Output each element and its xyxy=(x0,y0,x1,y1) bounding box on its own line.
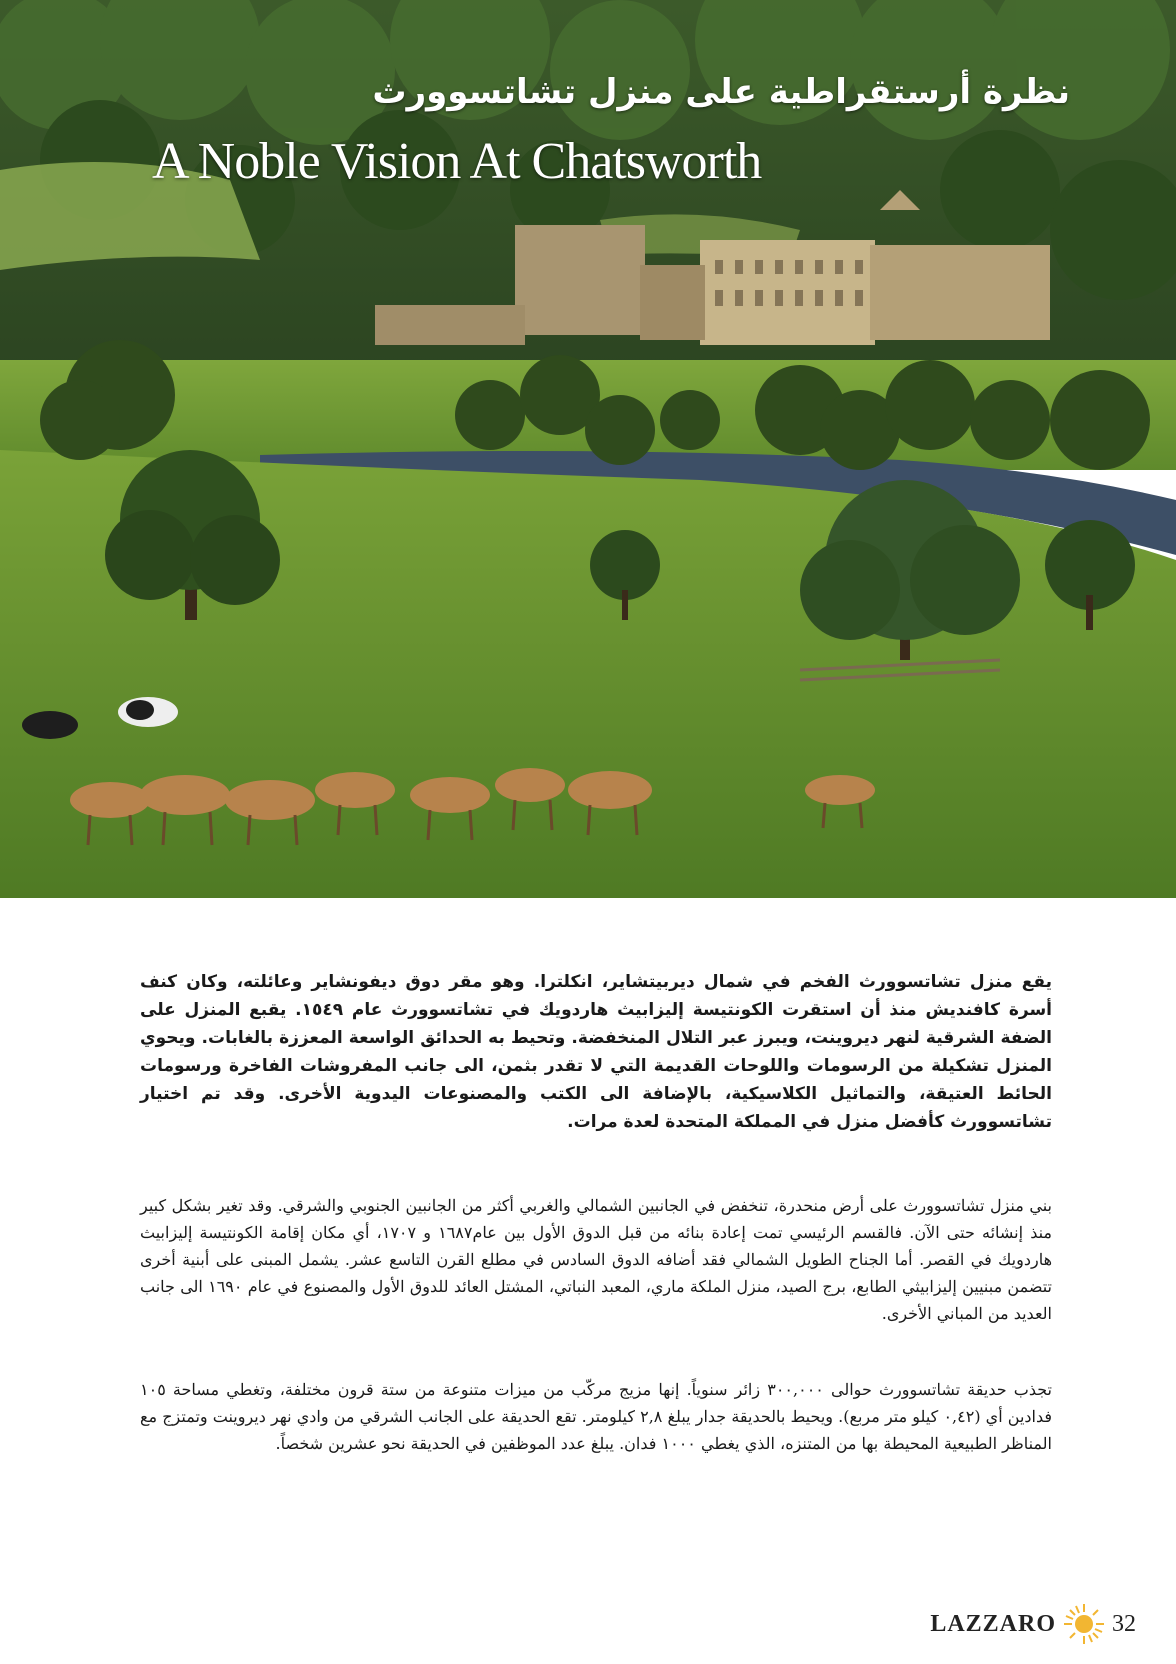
article-title-english: A Noble Vision At Chatsworth xyxy=(152,133,762,190)
garden-paragraph: تجذب حديقة تشاتسوورث حوالى ٣٠٠,٠٠٠ زائر سنوياً. إنها مزيج مركّب من ميزات متنوعة من ستة قرون مختلفة، وتغطي مساحة ١٠٥ فدادين أي (٠,٤٢ كيلو متر مربع). ويحيط بالحديقة جدار يبلغ ٢,٨ كيلومتر. تقع الحديقة على الجانب الشرقي من وادي نهر ديروينت وتمتزج مع المناظر الطبيعية المحيطة بها من المتنزه، الذي يغطي ١٠٠٠ فدان. يبلغ عدد الموظفين في الحديقة نحو عشرين شخصاً. xyxy=(140,1380,1053,1453)
page-number: 32 xyxy=(1112,1610,1136,1637)
page-footer xyxy=(930,1602,1136,1646)
intro-paragraph: يقع منزل تشاتسوورث الفخم في شمال ديربيتشاير، انكلترا. وهو مقر دوق ديفونشاير وعائلته، وكان كنف أسرة كافنديش منذ أن استقرت الكونتيسة إليزابيث هاردويك في تشاتسوورث عام ١٥٤٩. يقبع المنزل على الضفة الشرقية لنهر ديروينت، ويبرز عبر التلال المنخفضة. وتحيط به الحدائق الواسعة المعززة بالغابات. ويحوي المنزل تشكيلة من الرسومات واللوحات القديمة التي لا تقدر بثمن، الى جانب المفروشات الفاخرة ورسومات الحائط العتيقة، والتماثيل الكلاسيكية، بالإضافة الى الكتب والمصنوعات اليدوية الأخرى. وقد تم اختيار تشاتسوورث كأفضل منزل في المملكة المتحدة لعدة مرات. xyxy=(140,972,1052,1132)
magazine-brand: LAZZARO xyxy=(930,1610,1056,1637)
article-title-arabic: نظرة أرستقراطية على منزل تشاتسوورث xyxy=(372,72,1070,112)
sun-logo-icon xyxy=(1062,1602,1106,1646)
history-paragraph: بني منزل تشاتسوورث على أرض منحدرة، تنخفض في الجانبين الشمالي والغربي أكثر من الجانبين الجنوبي والشرقي. وقد تغير بشكل كبير منذ إنشائه حتى الآن. فالقسم الرئيسي تمت إعادة بنائه من قبل الدوق الأول بين عام١٦٨٧ و ١٧٠٧، أي مكان إقامة الكونتيسة إليزابيث هاردويك في القصر. أما الجناح الطويل الشمالي فقد أضافه الدوق السادس في مطلع القرن التاسع عشر. يشمل المبنى على أبنية أخرى تتضمن مبنيين إليزابيثي الطابع، برج الصيد، منزل الملكة ماري، المعبد النباتي، المشتل العائد للدوق الأول والمصنوع في عام ١٦٩٠ الى جانب العديد من المباني الأخرى. xyxy=(140,1196,1052,1323)
